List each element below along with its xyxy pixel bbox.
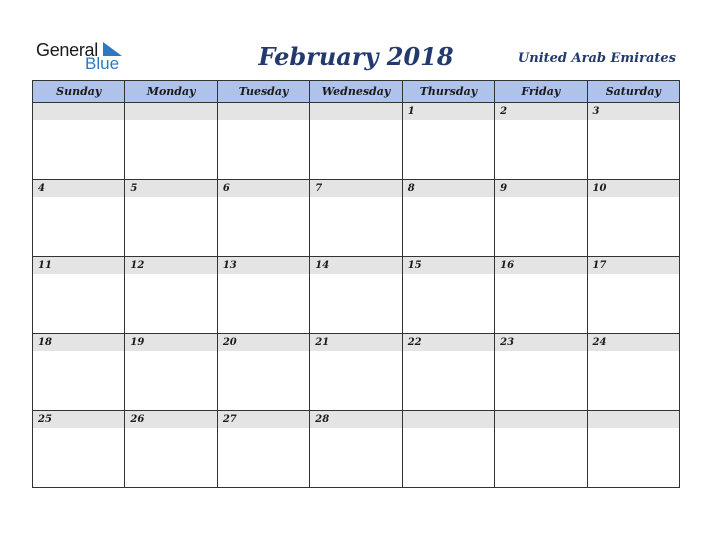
day-number: 3 [588, 103, 679, 120]
day-number [125, 103, 216, 120]
day-number: 26 [125, 411, 216, 428]
day-cell [310, 334, 402, 411]
day-cell [125, 257, 217, 334]
day-number: 22 [403, 334, 494, 351]
weekday-wednesday: Wednesday [310, 81, 402, 103]
day-number: 28 [310, 411, 401, 428]
day-cell [33, 411, 125, 488]
day-number [403, 411, 494, 428]
day-number: 19 [125, 334, 216, 351]
day-cell [217, 334, 309, 411]
day-number: 10 [588, 180, 679, 197]
day-number: 21 [310, 334, 401, 351]
day-cell [125, 180, 217, 257]
day-cell [495, 257, 587, 334]
month-calendar-grid [32, 80, 680, 488]
day-cell [33, 103, 125, 180]
day-number [588, 411, 679, 428]
day-cell [587, 103, 679, 180]
weekday-sunday: Sunday [33, 81, 125, 103]
page-title: February 2018 [258, 42, 454, 71]
day-cell [310, 180, 402, 257]
weekday-saturday: Saturday [587, 81, 679, 103]
day-number: 15 [403, 257, 494, 274]
day-number: 23 [495, 334, 586, 351]
day-number: 13 [218, 257, 309, 274]
day-number: 17 [588, 257, 679, 274]
week-row-1 [33, 103, 680, 180]
day-cell [125, 411, 217, 488]
day-cell [587, 257, 679, 334]
day-number: 4 [33, 180, 124, 197]
day-number: 20 [218, 334, 309, 351]
weekday-header-row [33, 81, 680, 103]
day-number: 6 [218, 180, 309, 197]
week-row-3 [33, 257, 680, 334]
day-number: 12 [125, 257, 216, 274]
day-cell [587, 180, 679, 257]
day-cell [125, 103, 217, 180]
week-row-5 [33, 411, 680, 488]
weekday-thursday: Thursday [402, 81, 494, 103]
weekday-friday: Friday [495, 81, 587, 103]
day-cell [495, 180, 587, 257]
day-number [495, 411, 586, 428]
day-cell [402, 180, 494, 257]
day-number [218, 103, 309, 120]
day-number: 11 [33, 257, 124, 274]
day-number: 9 [495, 180, 586, 197]
day-cell [495, 334, 587, 411]
country-name: United Arab Emirates [517, 51, 676, 66]
day-cell [587, 334, 679, 411]
day-cell [310, 411, 402, 488]
day-cell [125, 334, 217, 411]
day-number: 2 [495, 103, 586, 120]
day-number: 16 [495, 257, 586, 274]
day-number [33, 103, 124, 120]
week-row-2 [33, 180, 680, 257]
week-row-4 [33, 334, 680, 411]
day-number: 25 [33, 411, 124, 428]
day-number: 24 [588, 334, 679, 351]
day-cell [310, 103, 402, 180]
weekday-monday: Monday [125, 81, 217, 103]
day-cell [402, 257, 494, 334]
day-cell [402, 411, 494, 488]
day-cell [310, 257, 402, 334]
day-cell [217, 257, 309, 334]
day-number: 14 [310, 257, 401, 274]
day-cell [33, 180, 125, 257]
day-number [310, 103, 401, 120]
day-cell [402, 334, 494, 411]
day-number: 27 [218, 411, 309, 428]
day-number: 1 [403, 103, 494, 120]
logo-word-blue: Blue [85, 54, 120, 73]
day-cell [33, 257, 125, 334]
logo-word-general: General [36, 40, 98, 60]
day-number: 18 [33, 334, 124, 351]
day-cell [217, 180, 309, 257]
day-cell [495, 103, 587, 180]
day-number: 5 [125, 180, 216, 197]
day-cell [217, 103, 309, 180]
day-cell [33, 334, 125, 411]
day-cell [217, 411, 309, 488]
day-cell [587, 411, 679, 488]
day-cell [402, 103, 494, 180]
day-cell [495, 411, 587, 488]
weekday-tuesday: Tuesday [217, 81, 309, 103]
day-number: 8 [403, 180, 494, 197]
day-number: 7 [310, 180, 401, 197]
